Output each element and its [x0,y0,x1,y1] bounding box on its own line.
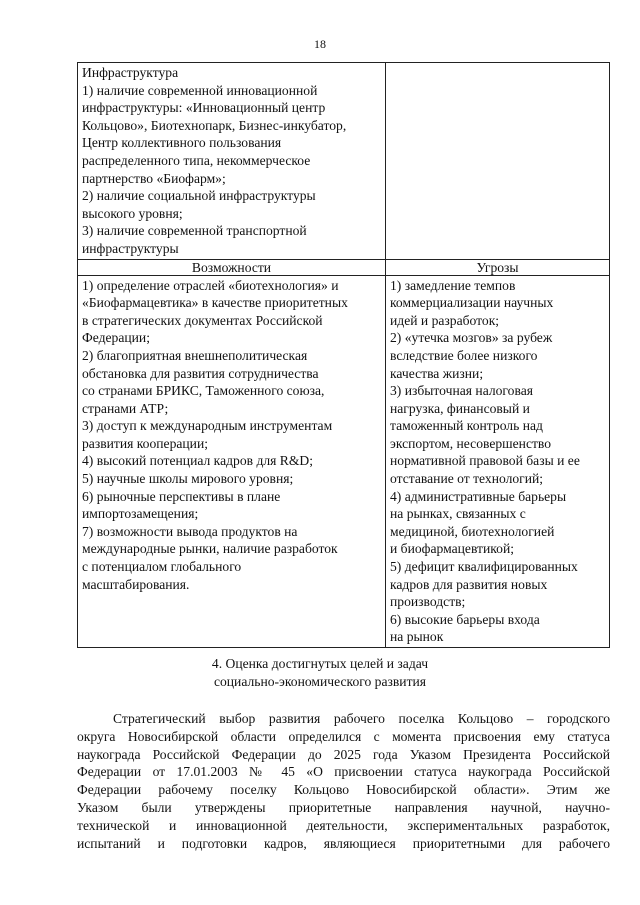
cell-line: таможенный контроль над [390,418,543,434]
cell-line: идей и разработок; [390,312,500,328]
cell-line: высокого уровня; [82,205,183,221]
cell-line: коммерциализации научных [390,295,554,311]
cell-line: медициной, биотехнологией [390,523,555,539]
heading-line: 4. Оценка достигнутых целей и задач [211,656,429,671]
paragraph-line: Федерации рабочему поселку Кольцово Новосибирской области». Этим же [77,782,610,798]
cell-line: обстановка для развития сотрудничества [82,365,319,381]
paragraph-line: Стратегический выбор развития рабочего поселка Кольцово – городского [113,711,610,726]
table-row-headers [78,259,610,275]
cell-line: инфраструктуры [82,240,179,256]
cell-line: 1) наличие современной инновационной [82,82,318,98]
body-paragraph [77,710,610,852]
cell-line: 4) административные барьеры [390,488,567,504]
paragraph-line: наукограда Российской Федерации до 2025 года Указом Президента Российской [77,746,610,762]
cell-line: Кольцово», Биотехнопарк, Бизнес-инкубатор, [82,117,347,133]
page-number: 18 [314,37,326,51]
cell-line: 4) высокий потенциал кадров для R&D; [82,453,314,469]
paragraph-line: испытаний и подготовки кадров, являющиеся приоритетными для рабочего [77,835,610,851]
cell-line: нормативной правовой базы и ее [390,453,580,469]
cell-line: с потенциалом глобального [82,559,242,575]
cell-line: инфраструктуры: «Инновационный центр [82,100,326,116]
cell-line: со странами БРИКС, Таможенного союза, [82,383,325,399]
cell-line: 2) благоприятная внешнеполитическая [82,347,308,363]
cell-line: 3) наличие современной транспортной [82,223,307,239]
section-heading [0,655,640,691]
cell-line: развития кооперации; [82,435,209,451]
cell-line: «Биофармацевтика» в качестве приоритетных [82,295,348,311]
cell-line: 5) дефицит квалифицированных [390,559,578,575]
cell-line: 6) высокие барьеры входа [390,611,540,627]
cell-line: экспортом, несовершенство [390,435,552,451]
cell-line: партнерство «Биофарм»; [82,170,226,186]
heading-line: социально-экономического развития [213,674,427,689]
cell-line: импортозамещения; [82,506,199,522]
opportunities-cell [78,275,386,647]
paragraph-line: округа Новосибирской области определился с момента присвоения ему статуса [77,728,610,744]
cell-line: 2) наличие социальной инфраструктуры [82,188,316,204]
paragraph-line: Федерации от 17.01.2003 № 45 «О присвоении статуса наукограда Российской [77,764,610,780]
cell-line: 5) научные школы мирового уровня; [82,471,294,487]
cell-line: производств; [390,594,466,610]
swot-table [77,62,610,648]
cell-line: отставание от технологий; [390,471,544,487]
cell-line: 2) «утечка мозгов» за рубеж [390,330,553,346]
cell-line: нагрузка, финансовый и [390,400,530,416]
cell-line: распределенного типа, некоммерческое [82,152,311,168]
empty-cell [386,63,610,260]
cell-line: 3) доступ к международным инструментам [82,418,333,434]
paragraph-line: Указом были утверждены приоритетные направления научной, научно- [77,799,610,815]
cell-line: на рынок [390,629,444,645]
cell-line: 6) рыночные перспективы в плане [82,488,281,504]
threats-header: Угрозы [386,259,610,275]
opportunities-header: Возможности [78,259,386,275]
table-row-infrastructure [78,63,610,260]
table-row-opportunities-threats [78,275,610,647]
cell-line: Центр коллективного пользования [82,135,282,151]
threats-cell [386,275,610,647]
paragraph-line: технической и инновационной деятельности, экспериментальных разработок, [77,817,610,833]
cell-line: 3) избыточная налоговая [390,383,533,399]
cell-line: масштабирования. [82,576,190,592]
cell-line: Федерации; [82,330,150,346]
cell-line: на рынках, связанных с [390,506,526,522]
cell-line: и биофармацевтикой; [390,541,515,557]
cell-line: качества жизни; [390,365,484,381]
cell-line: 7) возможности вывода продуктов на [82,523,298,539]
cell-line: международные рынки, наличие разработок [82,541,338,557]
cell-line: Инфраструктура [82,65,179,80]
cell-line: странами АТР; [82,400,169,416]
infrastructure-cell [78,63,386,260]
cell-line: вследствие более низкого [390,347,538,363]
cell-line: 1) определение отраслей «биотехнология» и [82,277,339,293]
cell-line: в стратегических документах Российской [82,312,323,328]
cell-line: 1) замедление темпов [390,277,516,293]
cell-line: кадров для развития новых [390,576,548,592]
